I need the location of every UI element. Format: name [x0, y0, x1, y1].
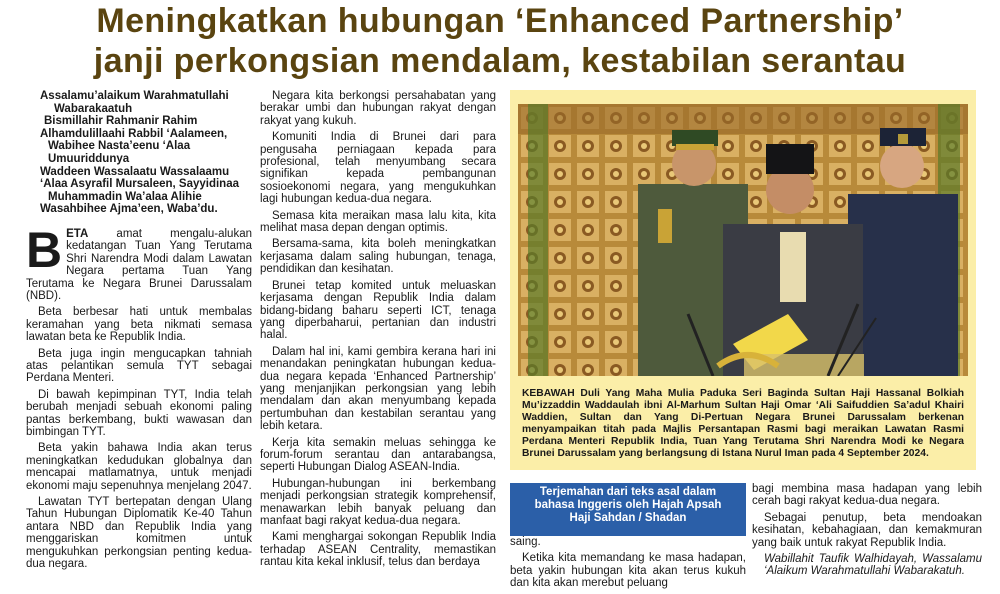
translation-credit-box [510, 483, 746, 536]
photo-caption-box [510, 90, 976, 470]
article-column-3b [752, 483, 982, 582]
paragraph: Ketika kita memandang ke masa hadapan, beta yakin hubungan kita akan terus kukuh dan kita akan merebut peluang [510, 552, 746, 590]
paragraph: Brunei tetap komited untuk meluaskan kerjasama dengan Republik India dalam bidang-bidang baharu seperti ICT, tenaga yang diperbaharui, pertanian dan industri halal. [260, 279, 496, 342]
paragraph: Semasa kita meraikan masa lalu kita, kita melihat masa depan dengan optimis. [260, 209, 496, 235]
translation-line: Haji Sahdan / Shadan [569, 512, 687, 524]
paragraph: Dalam hal ini, kami gembira kerana hari ini menandakan peningkatan hubungan kedua-dua negara kepada ‘Enhanced Partnership’ yang menjanjikan perkongsian yang lebih mendalam dan akan menyumbang kepada pertumbuhan dan kestabilan serantau yang lebih ketara. [260, 345, 496, 433]
greeting-line: Bismillahir Rahmanir Rahim [44, 115, 198, 128]
article-column-3a [510, 536, 746, 594]
greeting-line: ‘Alaa Asyrafil Mursaleen, Sayyidinaa [40, 178, 239, 191]
paragraph: Lawatan TYT bertepatan dengan Ulang Tahun Hubungan Diplomatik Ke-40 Tahun antara NBD dan Republik India yang menggariskan komitmen untuk mengukuhkan perkongsian penting kedua-dua negara. [26, 496, 252, 571]
signoff: Wabillahit Taufik Walhidayah, Wassalamu ‘Alaikum Warahmatullahi Wabarakatuh. [764, 553, 982, 578]
greeting-block [26, 90, 252, 216]
greeting-line: Wabihee Nasta’eenu ‘Alaa [48, 140, 191, 153]
paragraph: Kerja kita semakin meluas sehingga ke forum-forum serantau dan antarabangsa, seperti Hubungan Dialog ASEAN-India. [260, 436, 496, 474]
first-word: ETA [66, 227, 89, 240]
paragraph: Komuniti India di Brunei dari para pengusaha perniagaan kepada para profesional, telah menyumbang secara signifikan kepada pembangunan sosioekonomi negara, yang mengukuhkan lagi hubungan kedua-dua negara. [260, 131, 496, 206]
paragraph: saing. [510, 536, 541, 548]
greeting-line: Waddeen Wassalaatu Wassalaamu [40, 165, 230, 178]
greeting-line: Wabarakaatuh [54, 102, 133, 115]
first-paragraph-text: amat mengalu-alukan kedatangan Tuan Yang Terutama Shri Narendra Modi dalam Lawatan Negara pertama Tuan Yang Terutama ke Negara Brunei Darussalam (NBD). [26, 227, 252, 302]
paragraph: Di bawah kepimpinan TYT, India telah berubah menjadi sebuah ekonomi paling pantas berkembang, bukti wawasan dan bimbingan TYT. [26, 388, 252, 439]
paragraph: Kami menghargai sokongan Republik India terhadap ASEAN Centrality, memastikan rantau kita kekal inklusif, telus dan berdaya [260, 531, 496, 569]
translation-line: Terjemahan dari teks asal dalam [539, 486, 717, 498]
article-column-1 [26, 90, 252, 575]
paragraph: Beta berbesar hati untuk membalas keramahan yang beta nikmati semasa lawatan beta ke Republik India. [26, 306, 252, 344]
paragraph: Hubungan-hubungan ini berkembang menjadi perkongsian strategik komprehensif, menawarkan lebih banyak peluang dan manfaat bagi rakyat kedua-dua negara. [260, 477, 496, 527]
paragraph: Bersama-sama, kita boleh meningkatkan kerjasama dalam saling hubungan, tenaga, pendidikan dan kesihatan. [260, 238, 496, 276]
paragraph: bagi membina masa hadapan yang lebih cerah bagi rakyat kedua-dua negara. [752, 483, 982, 508]
greeting-line: Muhammadin Wa’alaa Alihie [48, 190, 202, 203]
headline-line-2: janji perkongsian mendalam, kestabilan serantau [93, 42, 907, 80]
photo-caption: KEBAWAH Duli Yang Maha Mulia Paduka Seri Baginda Sultan Haji Hassanal Bolkiah Mu’izzaddin Waddaulah ibni Al-Marhum Sultan Haji Omar ‘Ali Saifuddien Sa’adul Khairi Waddien, Sultan dan Yang Di-Pertuan Negara Brunei Darussalam berkenan menyampaikan titah pada Majlis Persantapan Rasmi bagi meraikan Lawatan Rasmi Perdana Menteri Republik India, Tuan Yang Terutama Shri Narendra Modi ke Negara Brunei Darussalam yang berlangsung di Istana Nurul Iman pada 4 September 2024. [522, 388, 964, 459]
greeting-line: Umuuriddunya [48, 152, 130, 165]
translation-line: bahasa Inggeris oleh Hajah Apsah [534, 499, 722, 511]
paragraph: Beta yakin bahawa India akan terus meningkatkan kedudukan globalnya dan mencapai matlamatnya, untuk menjadi ekonomi maju sepenuhnya menjelang 2047. [26, 442, 252, 492]
headline-line-1: Meningkatkan hubungan ‘Enhanced Partnership’ [96, 2, 904, 40]
article-column-2 [260, 90, 496, 573]
drop-cap: B [26, 221, 63, 278]
paragraph: Sebagai penutup, beta mendoakan kesihatan, kebahagiaan, dan kemakmuran yang baik untuk rakyat Republik India. [752, 511, 982, 549]
news-photo [518, 104, 968, 376]
greeting-line: Wasahbihee Ajma’een, Waba’du. [40, 203, 218, 216]
paragraph: Beta juga ingin mengucapkan tahniah atas pelantikan semula TYT sebagai Perdana Menteri. [26, 347, 252, 385]
greeting-line: Alhamdulillaahi Rabbil ‘Aalameen, [40, 127, 228, 140]
greeting-line: Assalamu’alaikum Warahmatullahi [40, 90, 229, 102]
paragraph: Negara kita berkongsi persahabatan yang berakar umbi dan hubungan rakyat dengan rakyat yang kukuh. [260, 90, 496, 127]
